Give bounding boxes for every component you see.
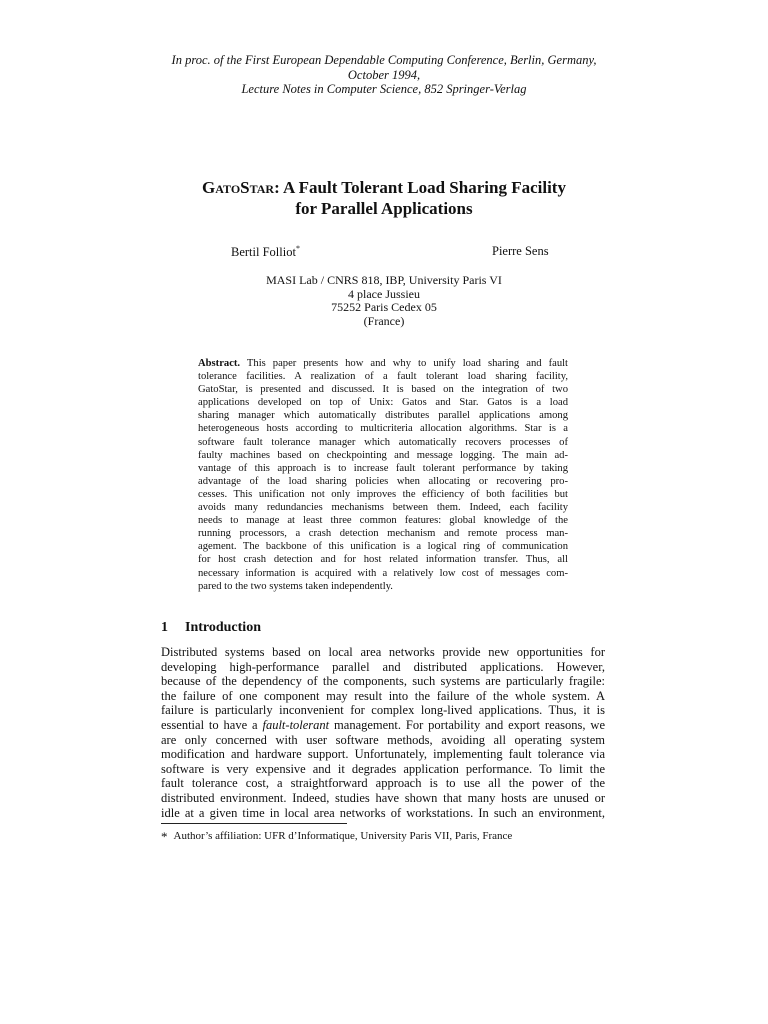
author-folliot — [231, 244, 300, 260]
abstract-line: GatoStar, is presented and discussed. It is based on the integration of two — [198, 384, 568, 396]
section-number: 1 — [161, 620, 168, 635]
paragraph-line: essential to have a fault-tolerant management. For portability and export reasons, we — [161, 717, 605, 732]
abstract-line: faulty machines based on checkpointing and message logging. The main ad- — [198, 449, 568, 461]
author-name: Bertil Folliot — [231, 245, 296, 259]
introduction-text — [161, 645, 605, 820]
affiliation-line: 75252 Paris Cedex 05 — [331, 300, 437, 314]
title-rest: : A Fault Tolerant Load Sharing Facility — [274, 178, 566, 197]
paragraph-line: idle at a given time in local area networks of workstations. In such an environment, — [161, 805, 605, 820]
affiliation-line: (France) — [363, 313, 405, 328]
paragraph-line: fault tolerance cost, a straightforward approach is to use all the power of the — [161, 776, 605, 791]
abstract-line: software fault tolerance manager which automatically recovers processes of — [198, 436, 568, 448]
section-title: Introduction — [185, 620, 261, 635]
paragraph-line: software is very expensive and it degrades application performance. To limit the — [161, 761, 605, 776]
abstract-line: vantage of this approach is to increase fault tolerant performance by taking — [198, 462, 568, 474]
abstract-line: sharing manager which automatically distributes parallel applications among — [198, 410, 568, 422]
author-sens: Pierre Sens — [492, 244, 549, 258]
abstract-line: tolerance facilities. A realization of a fault tolerant load sharing facility, — [198, 371, 568, 383]
abstract-line: cesses. This unification not only improves the efficiency of both facilities but — [198, 488, 568, 500]
paragraph-line: because of the dependency of the components, such systems are particularly fragile: — [161, 674, 605, 689]
abstract-line: avoids many redundancies mechanisms between them. Indeed, each facility — [198, 502, 568, 514]
paragraph-line: developing high-performance parallel and distributed applications. However, — [161, 659, 605, 674]
abstract — [198, 357, 568, 593]
header-line: October 1994, — [347, 67, 421, 82]
abstract-line: Abstract. This paper presents how and why to unify load sharing and fault — [198, 358, 568, 369]
abstract-line: agement. The backbone of this unification is a logical ring of communication — [198, 541, 568, 553]
abstract-line: running processors, a crash detection mechanism and remote process man- — [198, 528, 568, 540]
emphasis-fault-tolerant: fault-tolerant — [262, 717, 330, 732]
title-line-2: for Parallel Applications — [295, 199, 473, 218]
section-heading — [161, 620, 261, 636]
paragraph-line: modification and hardware support. Unfortunately, implementing fault tolerance via — [161, 747, 605, 762]
affiliation-line: 4 place Jussieu — [348, 286, 420, 301]
header-line: Lecture Notes in Computer Science, 852 Springer-Verlag — [241, 82, 527, 96]
abstract-line: for host crash detection and for host related information transfer. Thus, all — [198, 554, 568, 566]
title-gato: Gato — [202, 178, 241, 197]
abstract-line: applications developed on top of Unix: Gatos and Star. Gatos is a load — [198, 397, 568, 409]
paragraph-line: distributed environment. Indeed, studies have shown that many hosts are unused or — [161, 790, 605, 805]
abstract-label: Abstract. — [198, 358, 241, 369]
title-line-1 — [0, 177, 768, 198]
header-line: In proc. of the First European Dependable Computing Conference, Berlin, Germany, — [171, 53, 597, 67]
author-footnote-mark: * — [295, 244, 300, 253]
paragraph-line: failure is particularly inconvenient for complex long-lived applications. Thus, it is — [161, 703, 605, 718]
footnote-mark: * — [161, 829, 168, 844]
abstract-line: necessary information is acquired with a relatively low cost of messages com- — [198, 567, 568, 579]
abstract-line: advantage of the load sharing policies when allocating or recovering pro- — [198, 475, 568, 487]
affiliation-line: MASI Lab / CNRS 818, IBP, University Paris VI — [266, 273, 502, 287]
footnote-rule — [161, 823, 347, 824]
abstract-line: needs to manage at least three common features: global knowledge of the — [198, 515, 568, 527]
abstract-line: heterogeneous hosts according to multicriteria allocation algorithms. Star is a — [198, 423, 568, 435]
abstract-line: pared to the two systems taken independently. — [198, 580, 393, 592]
paragraph-line: are only concerned with user software methods, avoiding all operating system — [161, 732, 605, 747]
paragraph-line: Distributed systems based on local area networks provide new opportunities for — [161, 645, 605, 659]
conference-header — [0, 53, 768, 97]
paragraph-line: the failure of one component may result into the failure of the whole system. A — [161, 688, 605, 703]
paper-title — [0, 177, 768, 219]
title-star: Star — [240, 178, 275, 197]
affiliation — [0, 274, 768, 328]
footnote — [161, 829, 512, 845]
footnote-text: Author’s affiliation: UFR d’Informatique, University Paris VII, Paris, France — [173, 830, 513, 842]
